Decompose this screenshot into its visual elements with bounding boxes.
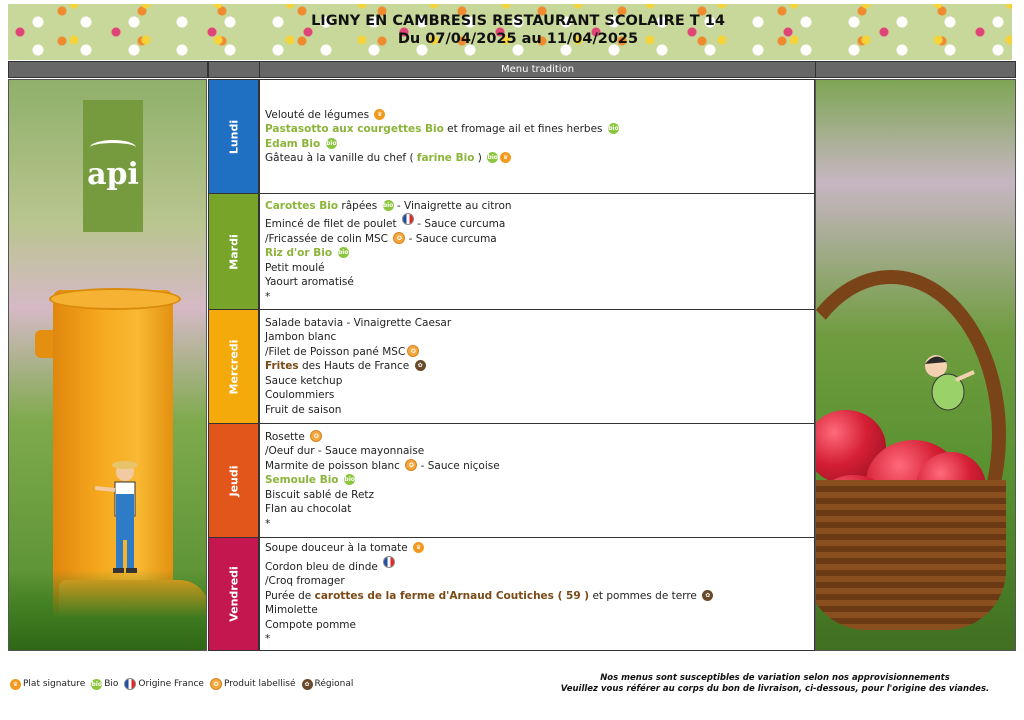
- menu-line: [265, 618, 814, 633]
- menu-line: [265, 275, 814, 290]
- menu-line: [265, 345, 814, 360]
- day-label-lundi: [208, 79, 259, 194]
- menu-line: [265, 444, 814, 459]
- day-name: Vendredi: [227, 566, 240, 622]
- menu-line: [265, 502, 814, 517]
- menu-text: des Hauts de France: [298, 360, 413, 373]
- left-illustration: [8, 79, 207, 651]
- bio-product-text: Edam Bio: [265, 137, 324, 150]
- date-range: Du 07/04/2025 au 11/04/2025: [397, 31, 639, 47]
- header-banner: [8, 4, 1012, 60]
- origine-france-icon: [124, 678, 136, 690]
- basket-icon: [815, 480, 1006, 630]
- menu-text: Salade batavia - Vinaigrette Caesar: [265, 316, 452, 329]
- header-title-block: [258, 12, 778, 48]
- api-logo: [83, 100, 143, 232]
- menu-line: [265, 108, 814, 123]
- menu-text: ): [474, 152, 486, 164]
- day-label-mardi: [208, 193, 259, 310]
- bio-icon: bio: [326, 139, 337, 147]
- plat-signature-icon: ♛: [10, 679, 21, 690]
- day-name: Jeudi: [227, 464, 240, 497]
- menu-line: [265, 459, 814, 474]
- legend-label: Régional: [314, 679, 354, 689]
- menu-text: Petit moulé: [265, 261, 325, 274]
- menu-text: *: [265, 633, 271, 646]
- bio-product-text: farine Bio: [416, 152, 475, 164]
- column-header-day: [208, 61, 260, 78]
- menu-cell-jeudi: [259, 423, 815, 538]
- disclaimer-line-1: Nos menus sont susceptibles de variation selon nos approvisionnements: [600, 673, 950, 683]
- produit-labellise-icon: ✪: [393, 232, 405, 244]
- menu-line: [265, 517, 814, 532]
- menu-text: Gâteau à la vanille du chef (: [265, 152, 417, 164]
- origine-france-icon: [402, 213, 414, 225]
- menu-line: [265, 388, 814, 403]
- legend-item: [10, 679, 85, 690]
- menu-text: /Oeuf dur - Sauce mayonnaise: [265, 445, 425, 458]
- menu-line: [265, 316, 814, 331]
- menu-line: [265, 488, 814, 503]
- produit-labellise-icon: ✪: [310, 430, 322, 442]
- menu-line: [265, 359, 814, 374]
- column-header-left: [8, 61, 208, 78]
- menu-line: [265, 151, 814, 166]
- menu-text: Jambon blanc: [265, 331, 337, 344]
- produit-labellise-icon: ✪: [407, 345, 419, 357]
- local-product-text: Frites: [265, 360, 299, 373]
- bio-product-text: Semoule Bio: [265, 474, 343, 487]
- legend-item: [91, 679, 118, 690]
- menu-line: [265, 589, 814, 604]
- legend-label: Produit labellisé: [223, 679, 296, 689]
- menu-text: Yaourt aromatisé: [265, 276, 354, 289]
- menu-text: Coulommiers: [265, 389, 335, 402]
- legend-item: [302, 679, 354, 690]
- legend-label: Bio: [104, 679, 119, 689]
- right-illustration: [815, 79, 1016, 651]
- menu-line: [265, 261, 814, 276]
- grass: [9, 570, 207, 650]
- bio-product-text: Riz d'or Bio: [265, 247, 336, 260]
- bio-icon: bio: [344, 476, 355, 484]
- regional-icon: ✿: [702, 590, 713, 601]
- menu-text: Compote pomme: [265, 618, 356, 631]
- child-icon: [916, 350, 976, 420]
- menu-line: [265, 232, 814, 247]
- bio-icon: bio: [382, 201, 394, 209]
- regional-icon: ✿: [415, 360, 426, 371]
- page-title: LIGNY EN CAMBRESIS RESTAURANT SCOLAIRE T 14: [311, 13, 725, 29]
- menu-text: Cordon bleu de dinde: [265, 560, 382, 573]
- day-label-vendredi: [208, 537, 259, 651]
- local-product-text: carottes de la ferme d'Arnaud Coutiches ( 59 ): [314, 589, 590, 602]
- produit-labellise-icon: ✪: [210, 678, 222, 690]
- menu-text: /Croq fromager: [265, 575, 345, 588]
- menu-text: et fromage ail et fines herbes: [443, 123, 606, 135]
- menu-text: Emincé de filet de poulet: [265, 218, 400, 231]
- plat-signature-icon: ♛: [413, 542, 424, 553]
- legend-label: Origine France: [138, 679, 204, 689]
- menu-line: [265, 246, 814, 261]
- day-label-jeudi: [208, 423, 259, 538]
- legend-item: [124, 678, 204, 690]
- menu-text: - Sauce curcuma: [413, 218, 506, 231]
- day-name: Mardi: [227, 233, 240, 270]
- menu-line: [265, 574, 814, 589]
- menu-text: Rosette: [265, 430, 309, 443]
- menu-text: - Vinaigrette au citron: [393, 199, 512, 212]
- bio-product-text: Pastasotto aux courgettes Bio: [265, 123, 444, 135]
- legend-item: [210, 678, 296, 690]
- logo-text: api: [87, 157, 139, 192]
- menu-text: Mimolette: [265, 604, 318, 617]
- regional-icon: ✿: [302, 679, 313, 690]
- menu-line: [265, 473, 814, 488]
- menu-text: Soupe douceur à la tomate: [265, 542, 412, 555]
- origine-france-icon: [383, 556, 395, 568]
- menu-text: /Fricassée de colin MSC: [265, 232, 392, 245]
- menu-cell-mardi: [259, 193, 815, 310]
- bio-icon: bio: [91, 680, 102, 688]
- menu-text: et pommes de terre: [589, 589, 701, 602]
- menu-text: Purée de: [265, 589, 315, 602]
- menu-line: [265, 374, 814, 389]
- plat-signature-icon: ♛: [500, 152, 511, 163]
- menu-cell-vendredi: [259, 537, 815, 651]
- menu-line: [265, 556, 814, 575]
- legend: [10, 678, 357, 690]
- day-name: Lundi: [227, 119, 240, 154]
- menu-line: [265, 330, 814, 345]
- menu-line: [265, 122, 814, 137]
- menu-cell-mercredi: [259, 309, 815, 424]
- menu-line: [265, 603, 814, 618]
- day-name: Mercredi: [227, 339, 240, 394]
- bio-icon: bio: [608, 125, 619, 132]
- menu-line: [265, 403, 814, 418]
- bio-icon: bio: [487, 154, 498, 161]
- menu-line: [265, 430, 814, 445]
- menu-line: [265, 541, 814, 556]
- menu-text: Marmite de poisson blanc: [265, 459, 404, 472]
- menu-text: râpées: [338, 199, 381, 212]
- menu-line: [265, 199, 814, 214]
- boot-opening: [49, 288, 181, 310]
- menu-text: Velouté de légumes: [265, 108, 373, 121]
- menu-line: [265, 290, 814, 305]
- disclaimer-line-2: Veuillez vous référer au corps du bon de livraison, ci-dessous, pour l'origine des viandes.: [560, 684, 990, 694]
- menu-cell-lundi: [259, 79, 815, 194]
- plat-signature-icon: ♛: [374, 109, 385, 120]
- menu-text: /Filet de Poisson pané MSC: [265, 345, 406, 358]
- day-label-mercredi: [208, 309, 259, 424]
- menu-line: [265, 137, 814, 152]
- legend-label: Plat signature: [23, 679, 86, 689]
- disclaimer-note: [540, 673, 1010, 695]
- menu-text: - Sauce niçoise: [417, 459, 500, 472]
- bio-icon: bio: [337, 249, 349, 257]
- column-header-right: [815, 61, 1016, 78]
- menu-text: Sauce ketchup: [265, 374, 343, 387]
- produit-labellise-icon: ✪: [405, 459, 417, 471]
- column-header-menu: Menu tradition: [259, 61, 816, 78]
- logo-swoosh-icon: [90, 140, 136, 155]
- menu-text: - Sauce curcuma: [405, 232, 497, 245]
- menu-text: Biscuit sablé de Retz: [265, 488, 375, 501]
- menu-line: [265, 632, 814, 647]
- menu-text: *: [265, 290, 271, 303]
- menu-line: [265, 213, 814, 232]
- menu-text: Flan au chocolat: [265, 503, 352, 516]
- bio-product-text: Carottes Bio: [265, 199, 339, 212]
- menu-text: *: [265, 517, 271, 530]
- menu-text: Fruit de saison: [265, 403, 342, 416]
- farmer-icon: [95, 458, 155, 578]
